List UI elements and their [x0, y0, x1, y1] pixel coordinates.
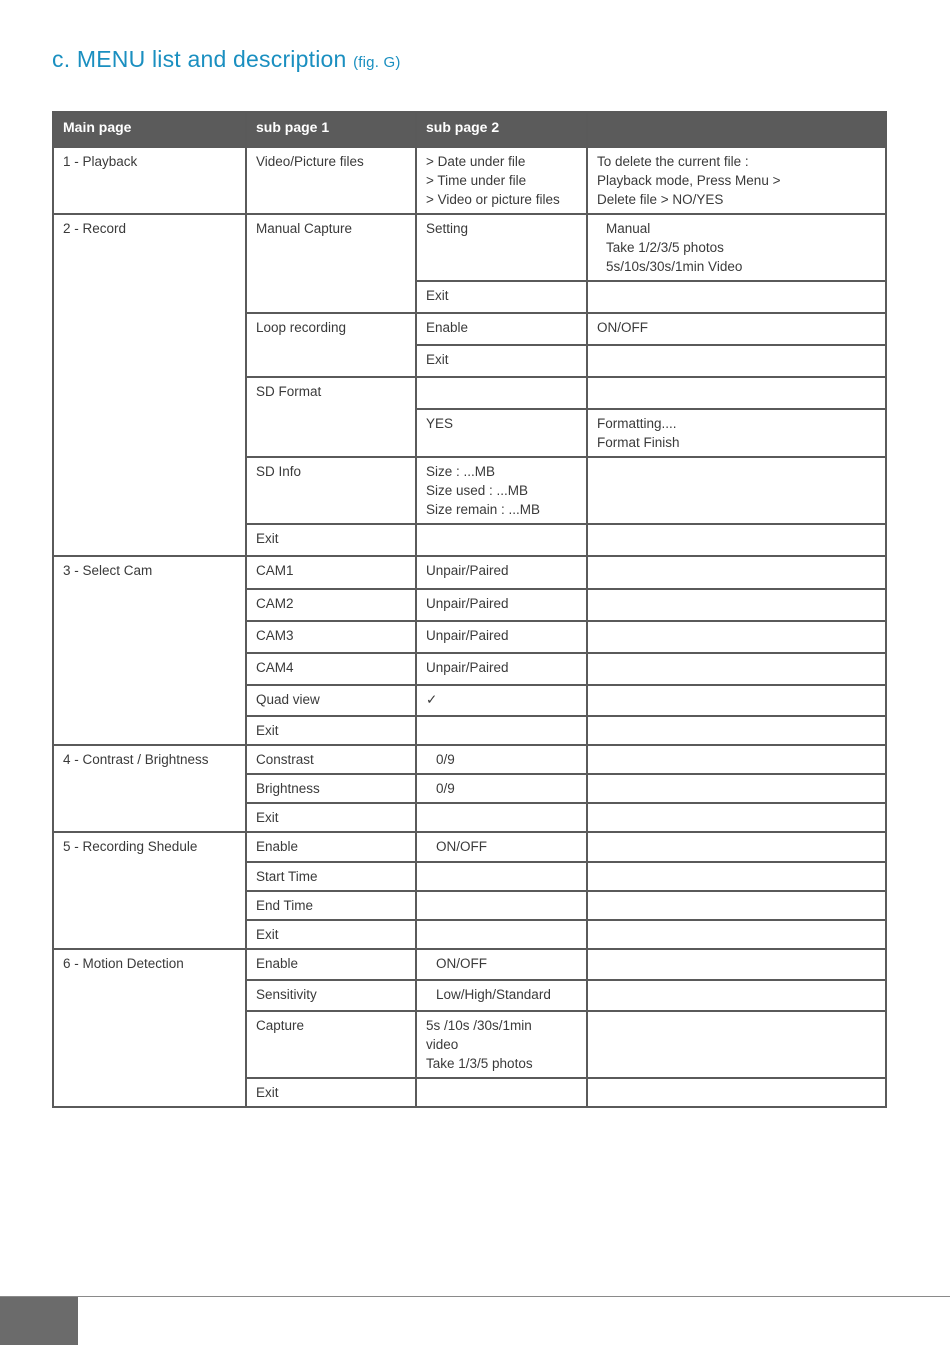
header-sub-page-2: sub page 2 — [416, 112, 587, 147]
sub-page-2-cell: YES — [416, 409, 587, 457]
description-cell — [587, 920, 886, 949]
sub-page-1-cell: Loop recording — [246, 313, 416, 377]
sub-page-2-cell: Unpair/Paired — [416, 621, 587, 653]
table-row — [53, 214, 886, 281]
sub-page-1-cell: Sensitivity — [246, 980, 416, 1011]
description-cell — [587, 1011, 886, 1078]
sub-page-1-cell: Start Time — [246, 862, 416, 891]
sub-page-2-cell: 0/9 — [416, 774, 587, 803]
description-cell — [587, 949, 886, 980]
sub-page-2-cell: Unpair/Paired — [416, 589, 587, 621]
sub-page-2-cell: 0/9 — [416, 745, 587, 774]
sub-page-2-cell: Unpair/Paired — [416, 556, 587, 589]
description-cell — [587, 524, 886, 556]
description-cell — [587, 1078, 886, 1107]
sub-page-1-cell: Exit — [246, 1078, 416, 1107]
main-page-cell: 4 - Contrast / Brightness — [53, 745, 246, 832]
sub-page-1-cell: SD Info — [246, 457, 416, 524]
description-cell — [587, 832, 886, 862]
sub-page-2-cell — [416, 920, 587, 949]
sub-page-1-cell: Quad view — [246, 685, 416, 716]
sub-page-1-cell: Enable — [246, 832, 416, 862]
sub-page-2-cell — [416, 716, 587, 745]
table-row — [53, 147, 886, 214]
sub-page-2-cell: Exit — [416, 345, 587, 377]
description-cell — [587, 862, 886, 891]
sub-page-1-cell: Video/Picture files — [246, 147, 416, 214]
table-row — [53, 832, 886, 862]
sub-page-1-cell: CAM2 — [246, 589, 416, 621]
table-row — [53, 745, 886, 774]
header-main-page: Main page — [53, 112, 246, 147]
sub-page-2-cell — [416, 803, 587, 832]
footer-rule — [0, 1296, 950, 1297]
sub-page-1-cell: CAM1 — [246, 556, 416, 589]
sub-page-2-cell: 5s /10s /30s/1min video Take 1/3/5 photos — [416, 1011, 587, 1078]
sub-page-2-cell: Exit — [416, 281, 587, 313]
sub-page-2-cell — [416, 891, 587, 920]
sub-page-2-cell: ON/OFF — [416, 949, 587, 980]
sub-page-1-cell: Brightness — [246, 774, 416, 803]
sub-page-1-cell: Capture — [246, 1011, 416, 1078]
sub-page-1-cell: Exit — [246, 920, 416, 949]
description-cell — [587, 281, 886, 313]
sub-page-2-cell: ON/OFF — [416, 832, 587, 862]
header-description — [587, 112, 886, 147]
main-page-cell: 1 - Playback — [53, 147, 246, 214]
description-cell — [587, 653, 886, 685]
sub-page-1-cell: End Time — [246, 891, 416, 920]
description-cell — [587, 745, 886, 774]
sub-page-2-cell: Unpair/Paired — [416, 653, 587, 685]
sub-page-2-cell — [416, 1078, 587, 1107]
sub-page-1-cell: Exit — [246, 716, 416, 745]
description-cell — [587, 685, 886, 716]
sub-page-2-cell — [416, 377, 587, 409]
menu-table — [52, 111, 887, 1108]
description-cell — [587, 556, 886, 589]
sub-page-2-cell: Low/High/Standard — [416, 980, 587, 1011]
main-page-cell: 6 - Motion Detection — [53, 949, 246, 1107]
description-cell — [587, 345, 886, 377]
main-page-cell: 5 - Recording Shedule — [53, 832, 246, 949]
main-page-cell: 2 - Record — [53, 214, 246, 556]
sub-page-1-cell: Enable — [246, 949, 416, 980]
description-cell — [587, 377, 886, 409]
description-cell: Formatting.... Format Finish — [587, 409, 886, 457]
check-mark-icon: ✓ — [416, 685, 587, 716]
sub-page-1-cell: CAM4 — [246, 653, 416, 685]
sub-page-1-cell: CAM3 — [246, 621, 416, 653]
sub-page-2-cell: Setting — [416, 214, 587, 281]
sub-page-1-cell: Constrast — [246, 745, 416, 774]
description-cell — [587, 803, 886, 832]
figure-reference: (fig. G) — [353, 54, 401, 71]
sub-page-2-cell: Enable — [416, 313, 587, 345]
description-cell: ON/OFF — [587, 313, 886, 345]
table-row — [53, 949, 886, 980]
header-sub-page-1: sub page 1 — [246, 112, 416, 147]
description-cell: Manual Take 1/2/3/5 photos 5s/10s/30s/1min Video — [587, 214, 886, 281]
sub-page-1-cell: Manual Capture — [246, 214, 416, 313]
description-cell — [587, 980, 886, 1011]
description-cell: To delete the current file : Playback mode, Press Menu > Delete file > NO/YES — [587, 147, 886, 214]
header-row — [53, 112, 886, 147]
sub-page-2-cell — [416, 524, 587, 556]
description-cell — [587, 621, 886, 653]
sub-page-1-cell: Exit — [246, 803, 416, 832]
description-cell — [587, 457, 886, 524]
description-cell — [587, 891, 886, 920]
sub-page-2-cell: > Date under file > Time under file > Video or picture files — [416, 147, 587, 214]
sub-page-2-cell: Size : ...MB Size used : ...MB Size remain : ...MB — [416, 457, 587, 524]
page-title — [52, 46, 401, 73]
sub-page-2-cell — [416, 862, 587, 891]
description-cell — [587, 589, 886, 621]
description-cell — [587, 716, 886, 745]
table-row — [53, 556, 886, 589]
page-number-tab — [0, 1297, 78, 1345]
description-cell — [587, 774, 886, 803]
sub-page-1-cell: SD Format — [246, 377, 416, 457]
sub-page-1-cell: Exit — [246, 524, 416, 556]
title-main: c. MENU list and description — [52, 46, 354, 72]
main-page-cell: 3 - Select Cam — [53, 556, 246, 745]
